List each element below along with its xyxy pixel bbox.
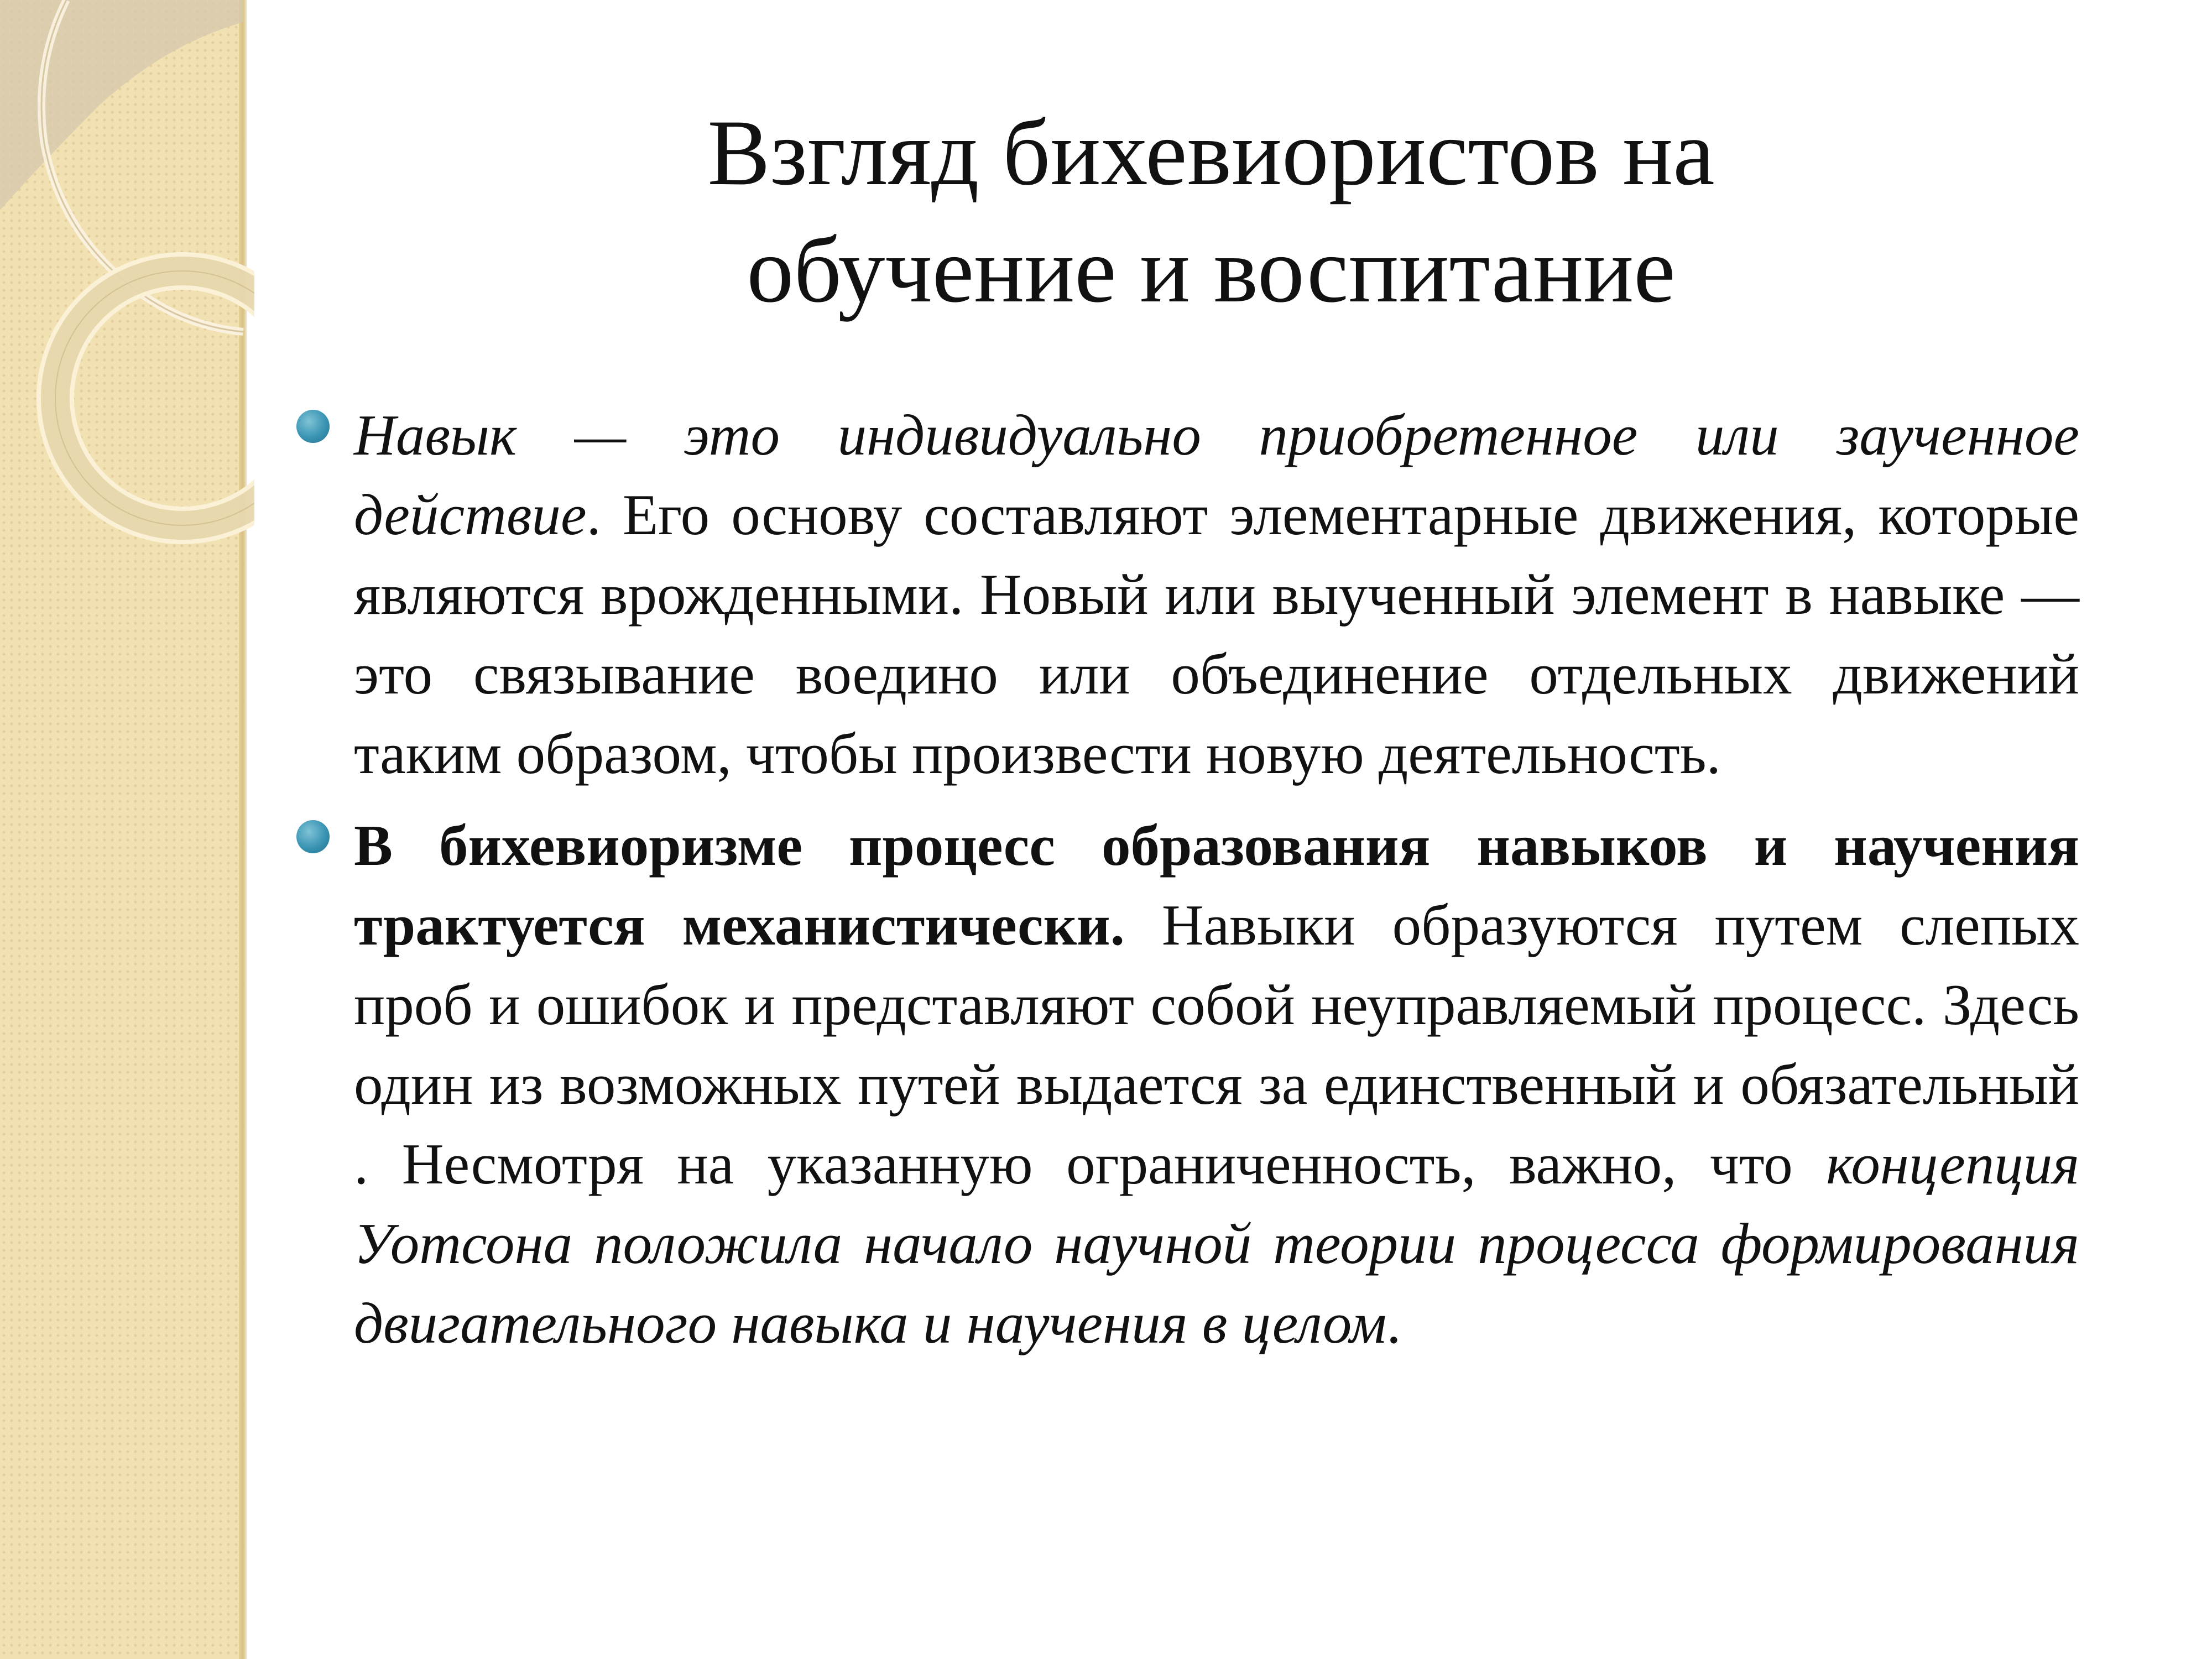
bullet-dot-icon xyxy=(296,410,330,443)
bullet-list xyxy=(288,395,2079,1375)
behaviorism-end: . xyxy=(1386,1291,1401,1355)
behaviorism-italic-conclusion: концепция Уотсона положила начало научной теории процесса формирования двигательного навыка и научения в целом xyxy=(354,1131,2079,1355)
title-line-1: Взгляд бихевиористов на xyxy=(707,101,1715,205)
behaviorism-text: Навыки образуются путем слепых проб и ошибок и представляют собой неуправляемый процесс. Здесь один из возможных путей выдается за единственный и обязательный . Несмотря на указанную ограниченность, важно, что xyxy=(354,893,2079,1196)
skill-definition-italic: Навык — это индивидуально приобретенное или заученное действие xyxy=(354,403,2079,547)
title-line-2: обучение и воспитание xyxy=(747,218,1676,322)
page-title xyxy=(498,94,1924,328)
decorative-rings-icon xyxy=(0,0,254,553)
behaviorism-bold-lead: В бихевиоризме процесс образования навыков и научения трактуется механистически. xyxy=(354,813,2079,957)
bullet-item-behaviorism xyxy=(288,806,2079,1363)
bullet-item-skill-definition xyxy=(288,395,2079,794)
skill-definition-text: . Его основу составляют элементарные движения, которые являются врожденными. Новый или выученный элемент в навыке — это связывание воедино или объединение отдельных движений таким образом, чтобы произвести новую деятельность. xyxy=(354,482,2079,786)
bullet-dot-icon xyxy=(296,820,330,853)
